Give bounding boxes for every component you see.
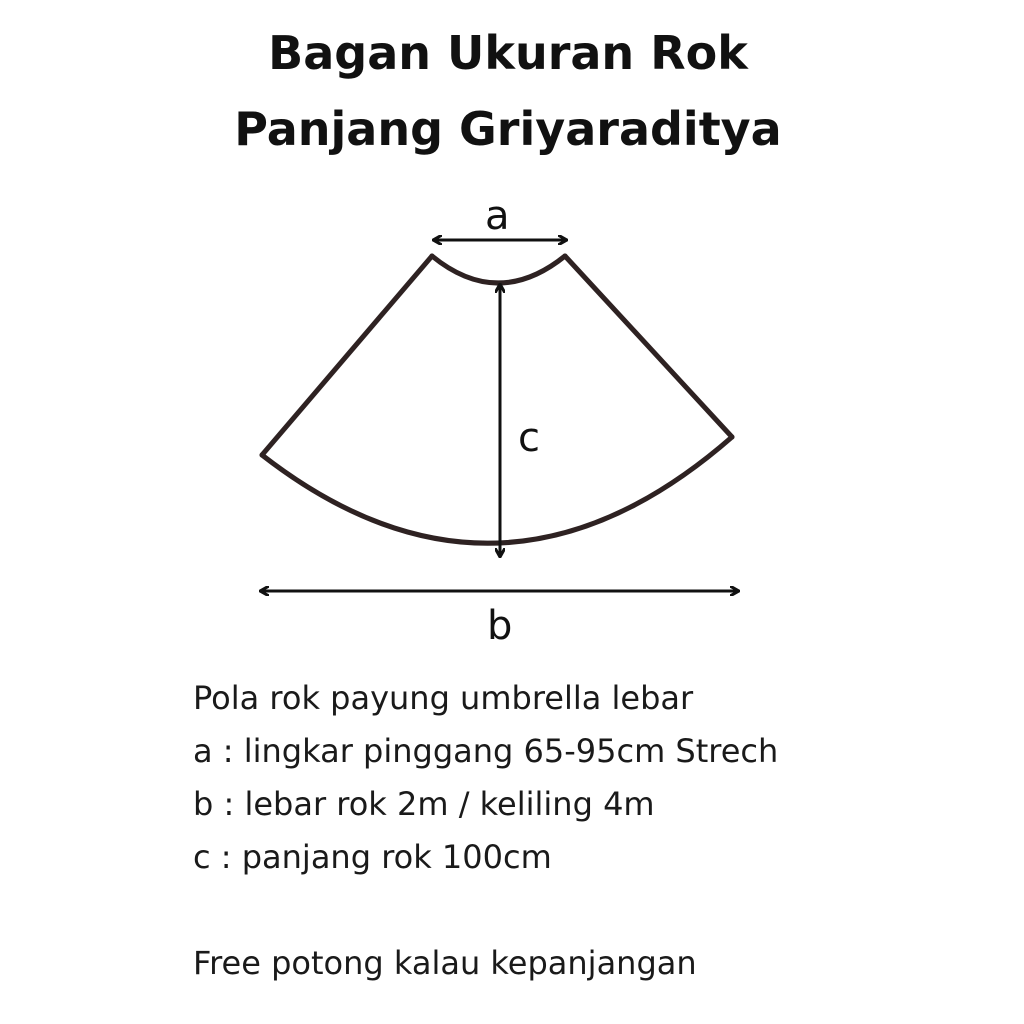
hem-curve bbox=[262, 437, 732, 543]
notes-heading: Pola rok payung umbrella lebar bbox=[193, 679, 694, 717]
label-a: a bbox=[485, 193, 510, 239]
left-side-line bbox=[262, 256, 432, 455]
note-a: a : lingkar pinggang 65-95cm Strech bbox=[193, 732, 779, 770]
note-b: b : lebar rok 2m / keliling 4m bbox=[193, 785, 655, 823]
label-b: b bbox=[487, 603, 513, 649]
title-line-2: Panjang Griyaraditya bbox=[234, 102, 782, 156]
label-c: c bbox=[518, 415, 540, 461]
measurement-notes bbox=[193, 672, 993, 990]
note-c: c : panjang rok 100cm bbox=[193, 838, 552, 876]
title-line-1: Bagan Ukuran Rok bbox=[268, 26, 748, 80]
waist-curve bbox=[432, 256, 565, 283]
notes-footer: Free potong kalau kepanjangan bbox=[193, 944, 697, 982]
notes-spacer bbox=[193, 884, 993, 937]
skirt-outline bbox=[262, 256, 732, 543]
right-side-line bbox=[565, 256, 732, 437]
